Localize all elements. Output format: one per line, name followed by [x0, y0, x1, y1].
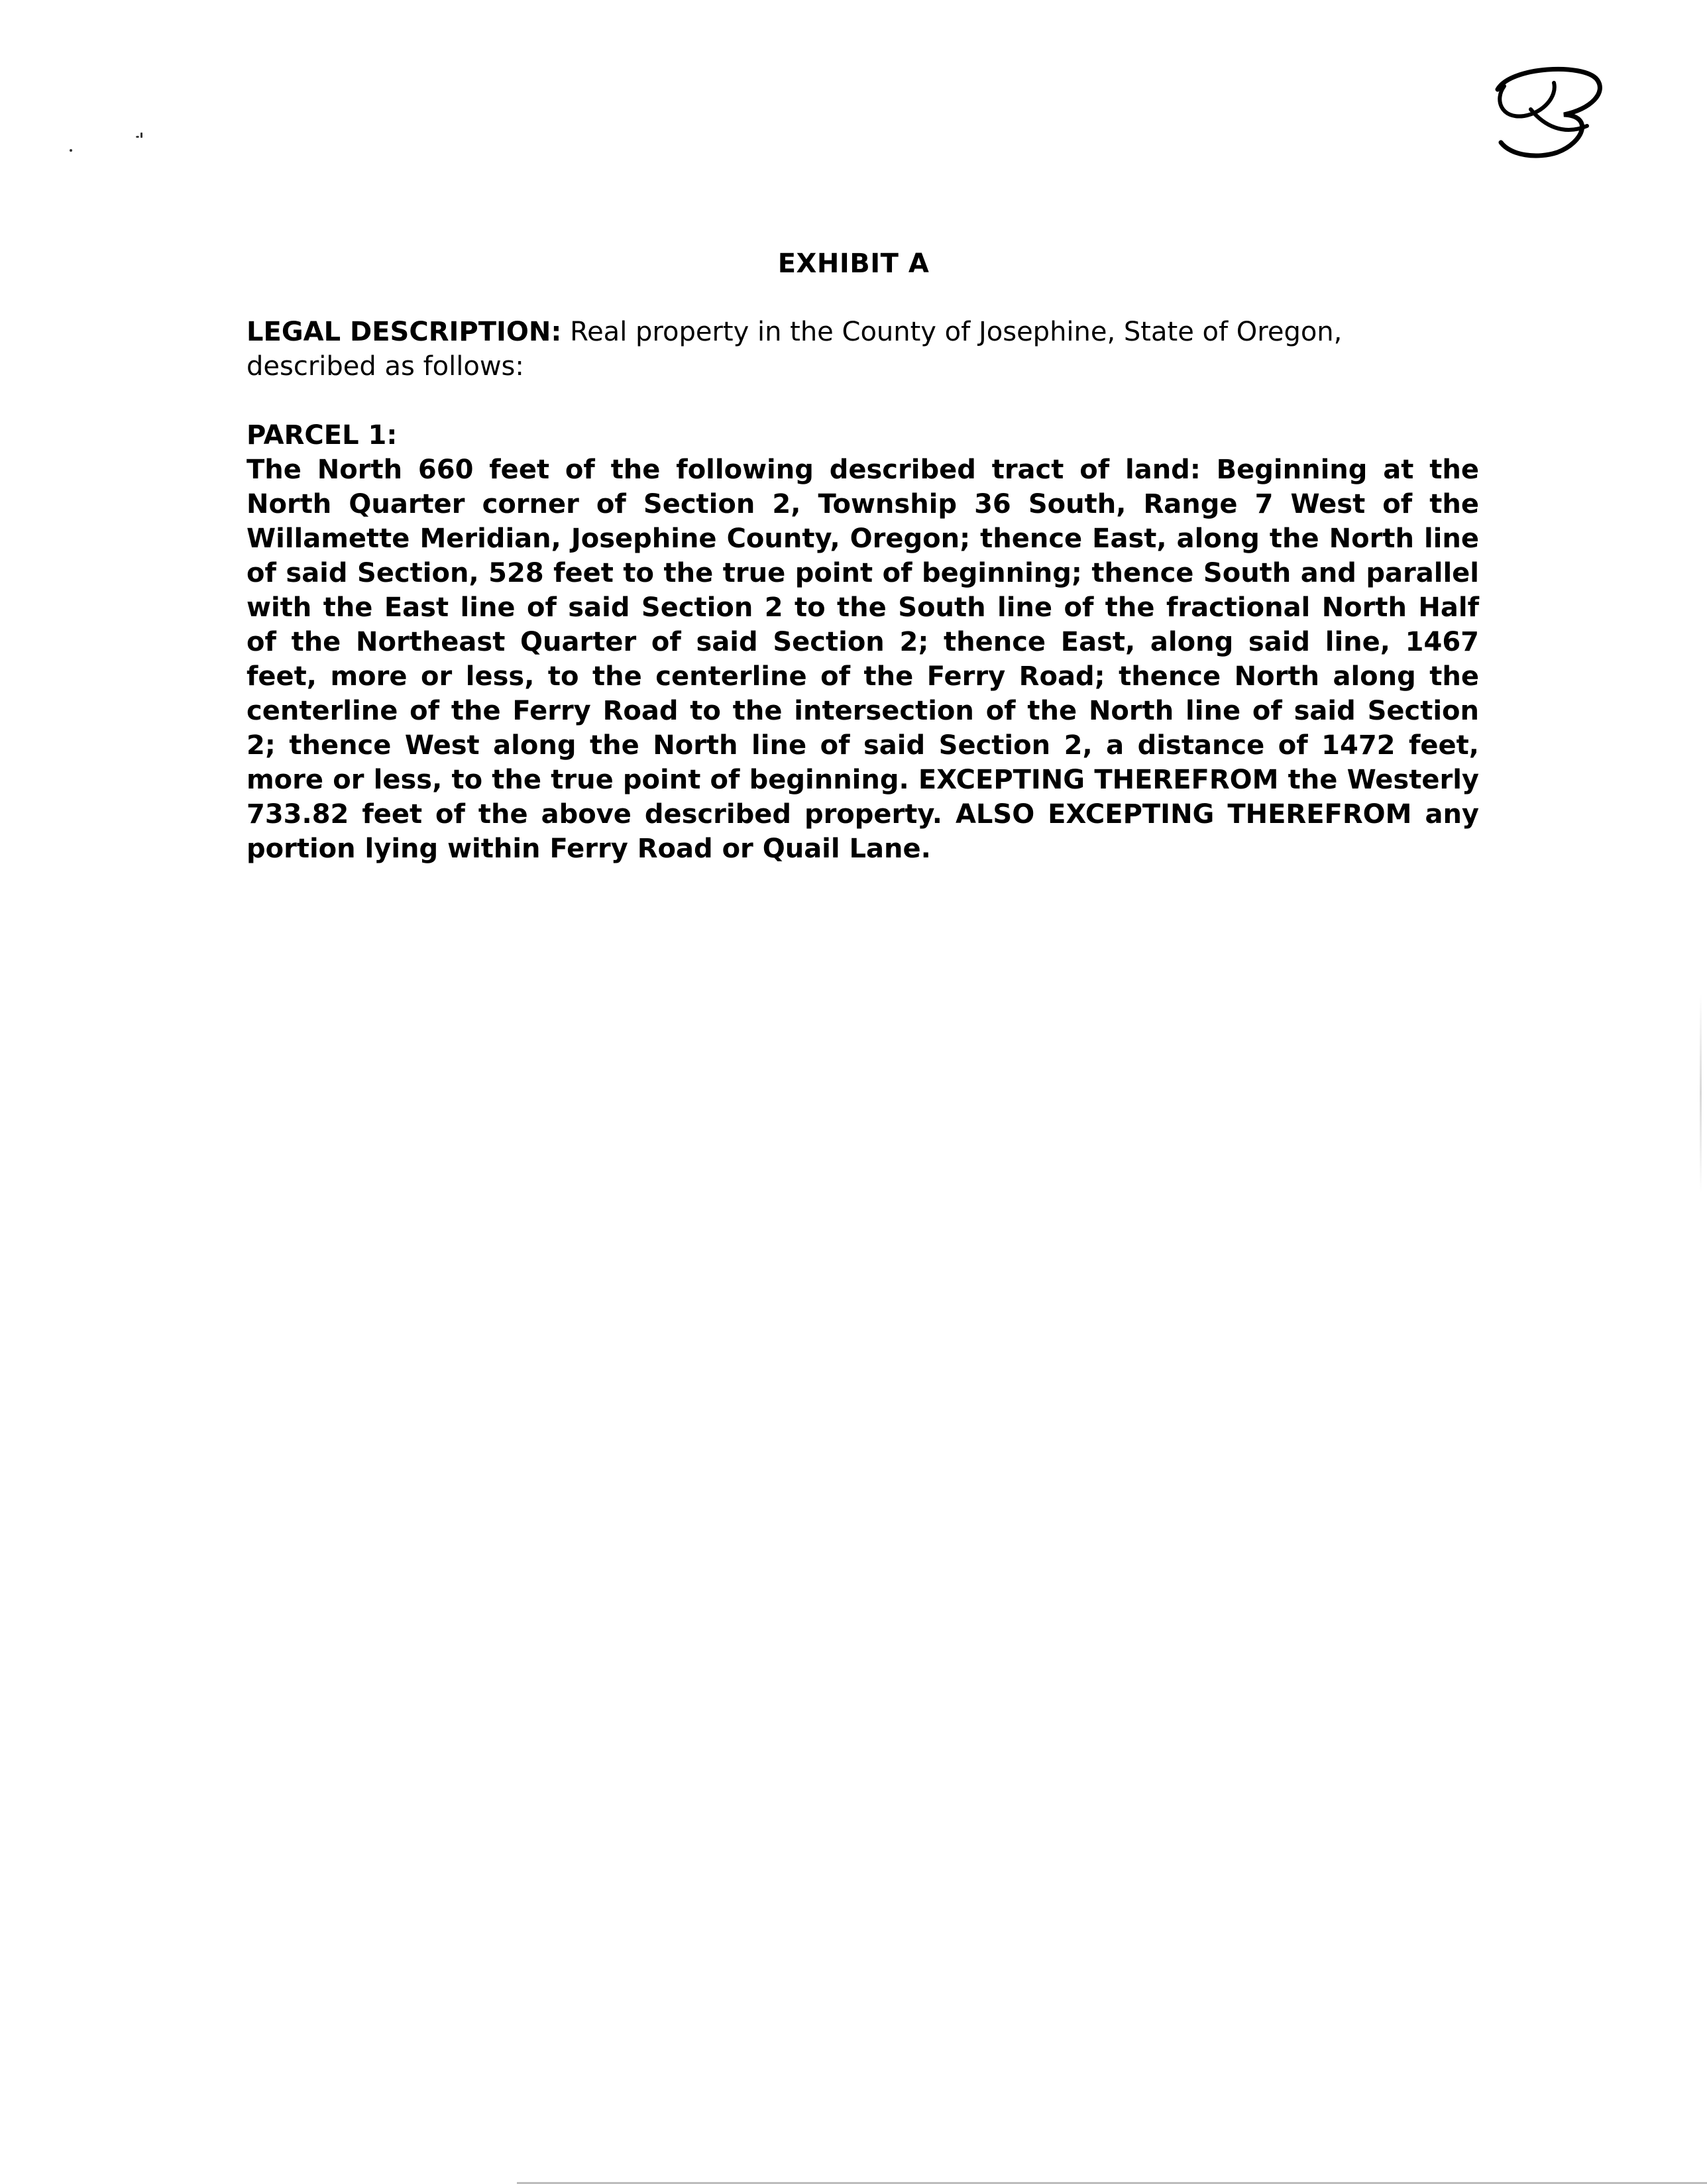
parcel-heading: PARCEL 1:	[247, 420, 398, 451]
legal-description-text: Real property in the County of Josephine, State of Oregon, described as follows:	[247, 317, 1343, 382]
scan-speck	[70, 149, 72, 152]
parcel-description: The North 660 feet of the following described tract of land: Beginning at the North Quarter corner of Section 2, Township 36 South, Range 7 West of the Willamette Meridian, Josephine County, Oregon; thence East, along the North line of said Section, 528 feet to the true point of beginning; thence South and parallel with the East line of said Section 2 to the South line of the fractional North Half of the Northeast Quarter of said Section 2; thence East, along said line, 1467 feet, more or less, to the centerline of the Ferry Road; thence North along the centerline of the Ferry Road to the intersection of the North line of said Section 2; thence West along the North line of said Section 2, a distance of 1472 feet, more or less, to the true point of beginning. EXCEPTING THEREFROM the Westerly 733.82 feet of the above described property. ALSO EXCEPTING THEREFROM any portion lying within Ferry Road or Quail Lane.	[247, 455, 1479, 864]
exhibit-title: EXHIBIT A	[777, 248, 930, 279]
legal-description-label: LEGAL DESCRIPTION:	[247, 317, 562, 347]
scan-speck	[140, 133, 142, 138]
document-body	[247, 315, 1479, 866]
handwritten-page-number-mark	[1484, 63, 1610, 162]
scan-edge	[1700, 994, 1702, 1193]
scan-speck	[136, 136, 139, 138]
legal-description-paragraph	[247, 315, 1479, 384]
